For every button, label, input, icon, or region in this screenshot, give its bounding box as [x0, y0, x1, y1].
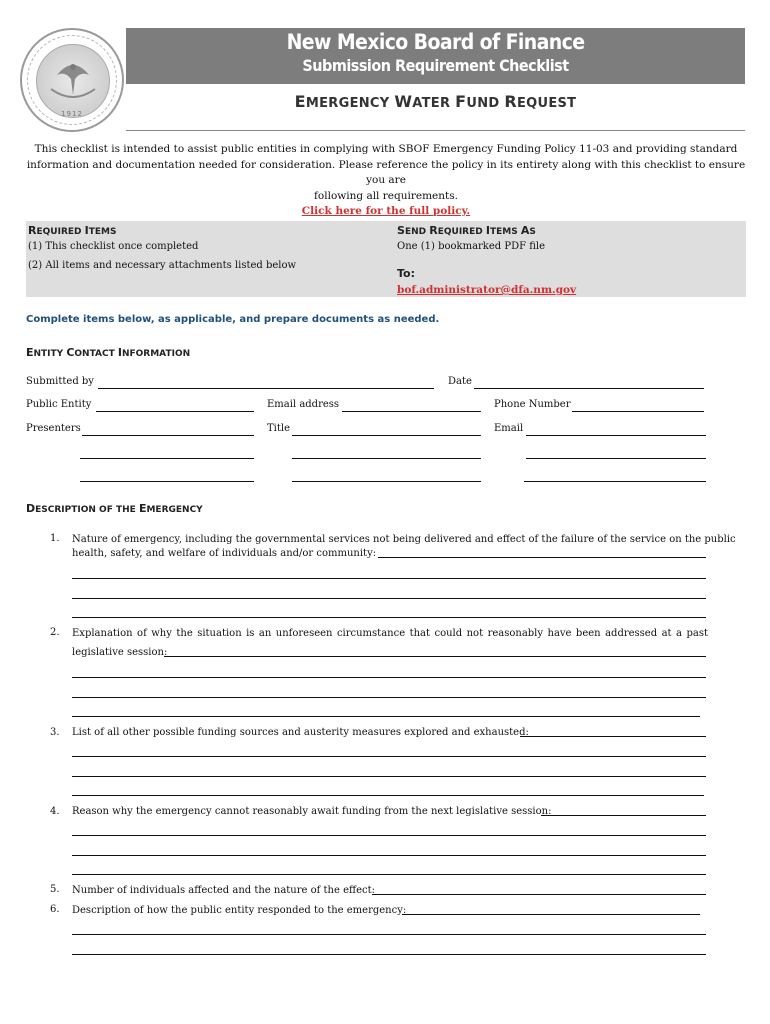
full-policy-link[interactable]: Click here for the full policy. — [301, 205, 471, 217]
required-items-heading: REQUIRED ITEMS — [28, 224, 117, 237]
question-6-field-2[interactable] — [72, 934, 706, 935]
question-1-field-3[interactable] — [72, 598, 706, 599]
question-3-field-4[interactable] — [72, 795, 704, 796]
question-6-field-1[interactable] — [402, 914, 700, 915]
contact-heading: ENTITY CONTACT INFORMATION — [26, 346, 191, 359]
presenters-field-1[interactable] — [82, 435, 254, 436]
description-heading: DESCRIPTION OF THE EMERGENCY — [26, 502, 203, 515]
question-5-field-1[interactable] — [372, 894, 706, 895]
question-4-number: 4. — [50, 806, 60, 817]
question-5-number: 5. — [50, 884, 60, 895]
public-entity-field[interactable] — [96, 411, 254, 412]
title-label: Title — [267, 423, 291, 434]
submitted-by-label: Submitted by — [26, 376, 94, 387]
send-items-heading: SEND REQUIRED ITEMS AS — [397, 224, 536, 237]
state-seal — [20, 28, 124, 132]
question-6-text-line1: Description of how the public entity responded to the emergency: — [72, 905, 407, 916]
required-item-2: (2) All items and necessary attachments listed below — [28, 260, 297, 271]
send-to-label: To: — [397, 267, 415, 280]
question-2-field-4[interactable] — [72, 716, 700, 717]
question-1-text-line1: Nature of emergency, including the governmental services not being delivered and effect of the failure of the service on the public — [72, 534, 736, 545]
public-entity-label: Public Entity — [26, 399, 92, 410]
question-2-text-line2: legislative session: — [72, 647, 168, 658]
page-title: New Mexico Board of Finance — [286, 30, 585, 54]
question-4-field-4[interactable] — [72, 874, 706, 875]
question-1-text-line2: health, safety, and welfare of individuals and/or community: — [72, 548, 377, 559]
submitted-by-field[interactable] — [98, 388, 434, 389]
form-title: EMERGENCY WATER FUND REQUEST — [294, 92, 577, 111]
question-2-text-line1: Explanation of why the situation is an unforeseen circumstance that could not reasonably have been addressed at a past — [72, 628, 708, 639]
email-field-2[interactable] — [526, 458, 706, 459]
question-3-text-line1: List of all other possible funding sources and austerity measures explored and exhausted: — [72, 727, 529, 738]
question-4-text-line1: Reason why the emergency cannot reasonably await funding from the next legislative session: — [72, 806, 552, 817]
phone-number-label: Phone Number — [494, 399, 571, 410]
eagle-icon — [37, 45, 109, 117]
email-field-1[interactable] — [526, 435, 706, 436]
question-5-text-line1: Number of individuals affected and the nature of the effect: — [72, 885, 376, 896]
question-2-field-1[interactable] — [164, 656, 706, 657]
question-1-number: 1. — [50, 533, 60, 544]
question-2-number: 2. — [50, 627, 60, 638]
question-2-field-3[interactable] — [72, 697, 706, 698]
date-label: Date — [448, 376, 472, 387]
header-banner — [126, 28, 745, 84]
send-format: One (1) bookmarked PDF file — [397, 241, 546, 252]
question-1-field-2[interactable] — [72, 578, 706, 579]
question-3-number: 3. — [50, 727, 60, 738]
seal-year: 1912 — [61, 110, 83, 118]
question-3-field-2[interactable] — [72, 756, 706, 757]
required-item-1: (1) This checklist once completed — [28, 241, 199, 252]
date-field[interactable] — [474, 388, 704, 389]
email-label: Email — [494, 423, 524, 434]
presenters-field-3[interactable] — [80, 481, 254, 482]
presenters-label: Presenters — [26, 423, 81, 434]
eagle-emblem-icon — [36, 44, 110, 118]
question-4-field-3[interactable] — [72, 855, 706, 856]
email-address-field[interactable] — [342, 411, 481, 412]
presenters-field-2[interactable] — [80, 458, 254, 459]
title-field-3[interactable] — [292, 481, 481, 482]
instruction-note: Complete items below, as applicable, and prepare documents as needed. — [26, 314, 440, 325]
question-3-field-3[interactable] — [72, 776, 706, 777]
email-address-label: Email address — [267, 399, 340, 410]
question-1-field-4[interactable] — [72, 617, 706, 618]
question-2-field-2[interactable] — [72, 677, 706, 678]
question-6-number: 6. — [50, 904, 60, 915]
page-subtitle: Submission Requirement Checklist — [302, 56, 569, 75]
admin-email-link[interactable]: bof.administrator@dfa.nm.gov — [397, 284, 577, 296]
title-field-1[interactable] — [292, 435, 481, 436]
question-6-field-3[interactable] — [72, 954, 706, 955]
requirements-box — [26, 221, 746, 297]
question-1-field-1[interactable] — [378, 557, 706, 558]
question-3-field-1[interactable] — [520, 736, 706, 737]
title-field-2[interactable] — [292, 458, 481, 459]
question-4-field-2[interactable] — [72, 835, 706, 836]
question-4-field-1[interactable] — [541, 815, 706, 816]
intro-paragraph: This checklist is intended to assist public entities in complying with SBOF Emergency Funding Policy 11-03 and providing standard information and documentation needed for consideration. Please reference the policy in its entirety along with this checklist to ensure you are following all requirements. Click here for the full policy. — [26, 143, 746, 217]
header-divider — [126, 130, 745, 131]
email-field-3[interactable] — [524, 481, 706, 482]
phone-number-field[interactable] — [572, 411, 704, 412]
